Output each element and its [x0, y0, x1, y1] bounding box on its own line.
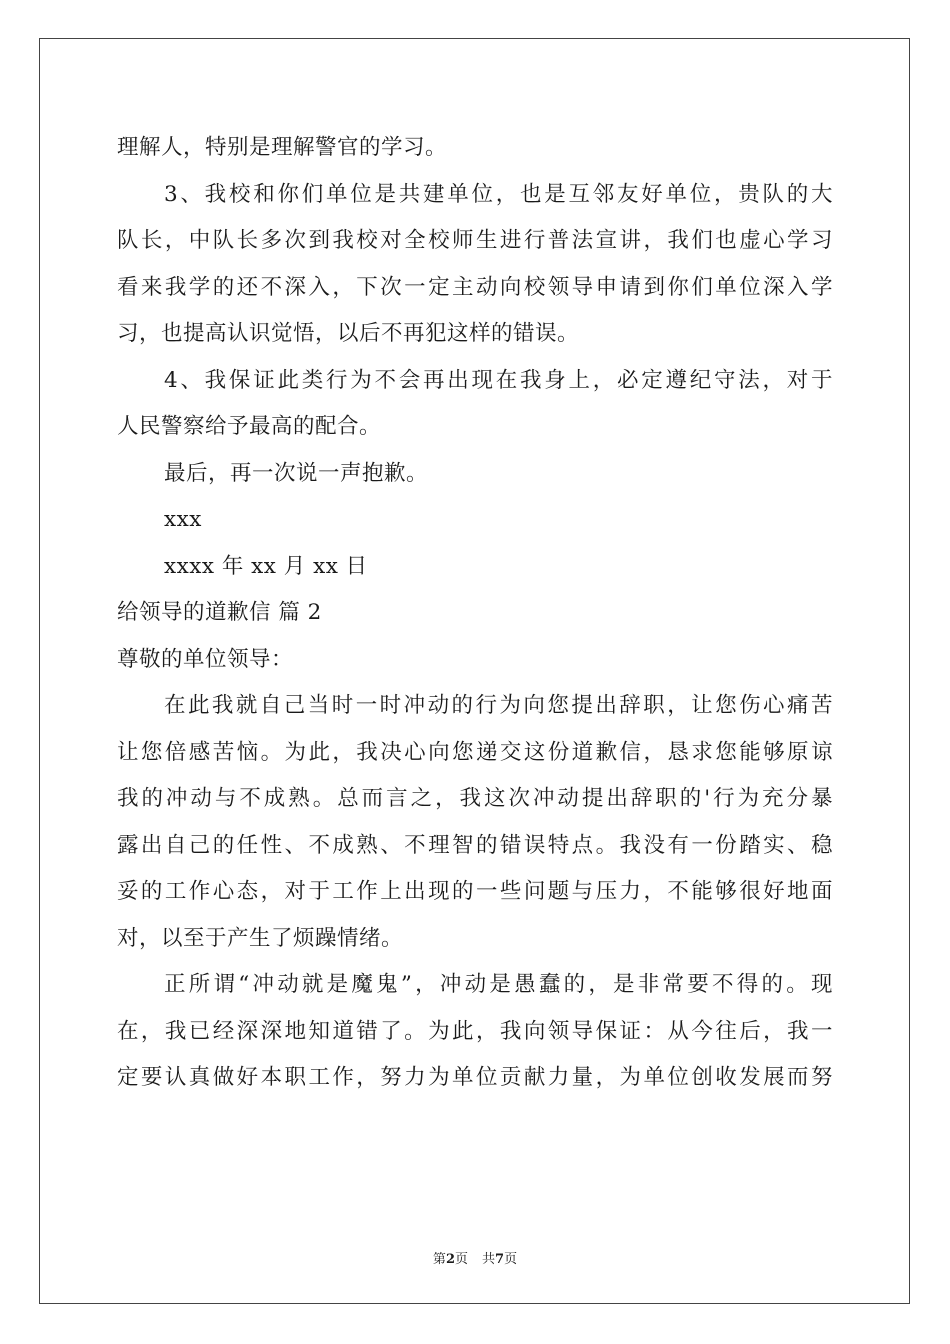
text-line: 尊敬的单位领导：	[117, 646, 294, 672]
text-line: 露出自己的任性、不成熟、不理智的错误特点。我没有一份踏实、稳	[117, 832, 833, 858]
text-line: 给领导的道歉信 篇 2	[117, 600, 322, 625]
text-line: 最后，再一次说一声抱歉。	[164, 460, 429, 486]
text-line: xxxx 年 xx 月 xx 日	[164, 553, 368, 579]
text-line: 定要认真做好本职工作，努力为单位贡献力量，为单位创收发展而努	[117, 1065, 833, 1090]
document-body	[117, 125, 833, 1102]
page-footer	[0, 1248, 950, 1267]
text-line: 对，以至于产生了烦躁情绪。	[117, 925, 404, 951]
total-suffix: 页	[504, 1252, 518, 1267]
total-prefix: 共	[482, 1252, 496, 1267]
page-prefix: 第	[432, 1252, 446, 1267]
text-line: 人民警察给予最高的配合。	[117, 414, 382, 439]
text-line: 习，也提高认识觉悟，以后不再犯这样的错误。	[117, 321, 580, 346]
text-line: 让您倍感苦恼。为此，我决心向您递交这份道歉信，恳求您能够原谅	[117, 739, 833, 765]
text-line: 正所谓“冲动就是魔鬼”，冲动是愚蠢的，是非常要不得的。现	[164, 972, 833, 997]
text-line: 3、我校和你们单位是共建单位，也是互邻友好单位，贵队的大	[164, 181, 833, 207]
text-line: 在此我就自己当时一时冲动的行为向您提出辞职，让您伤心痛苦	[164, 693, 833, 718]
text-line: 理解人，特别是理解警官的学习。	[117, 135, 448, 160]
text-line: 队长，中队长多次到我校对全校师生进行普法宣讲，我们也虚心学习	[117, 228, 833, 253]
page-number: 2	[445, 1252, 455, 1267]
text-line: 我的冲动与不成熟。总而言之，我这次冲动提出辞职的'行为充分暴	[117, 786, 833, 811]
text-line: xxx	[164, 507, 202, 532]
text-line: 在，我已经深深地知道错了。为此，我向领导保证：从今往后，我一	[117, 1018, 833, 1044]
page-suffix: 页	[454, 1252, 468, 1267]
text-line: 看来我学的还不深入，下次一定主动向校领导申请到你们单位深入学	[117, 274, 833, 300]
text-line: 4、我保证此类行为不会再出现在我身上，必定遵纪守法，对于	[164, 367, 833, 393]
total-pages: 7	[495, 1252, 505, 1267]
text-line: 妥的工作心态，对于工作上出现的一些问题与压力，不能够很好地面	[117, 879, 833, 904]
